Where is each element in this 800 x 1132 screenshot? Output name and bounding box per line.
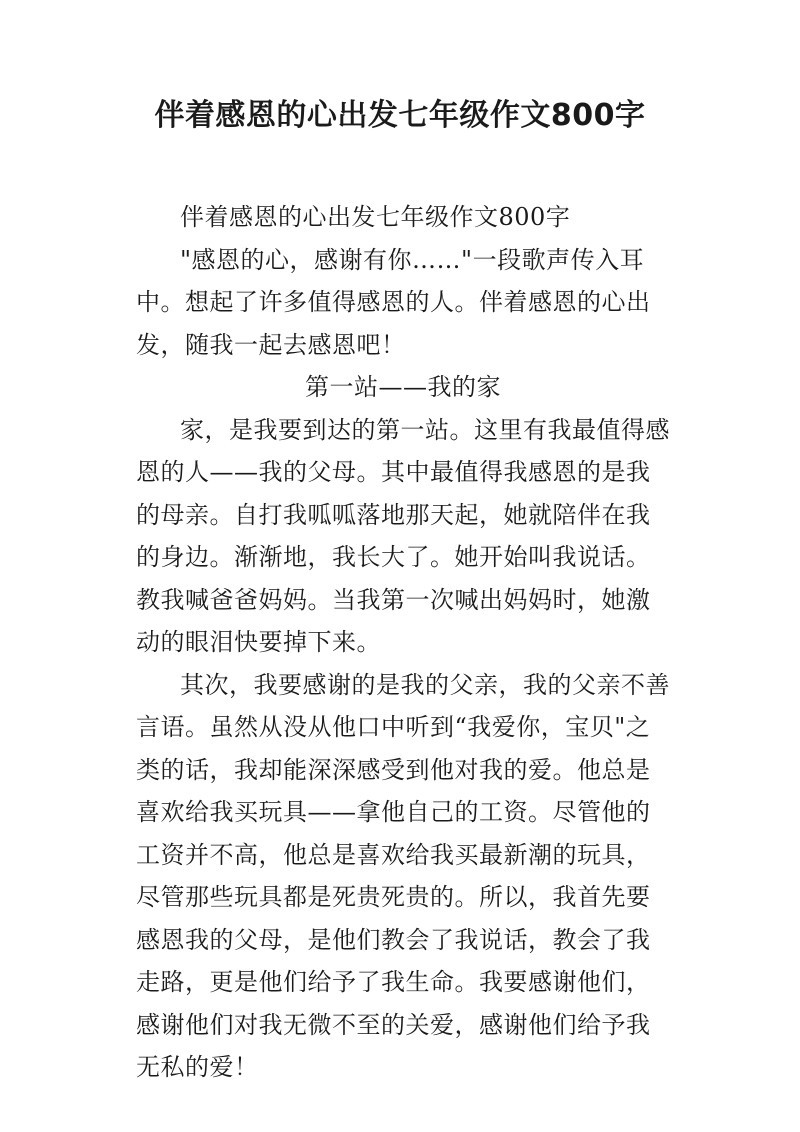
paragraph-subtitle: 伴着感恩的心出发七年级作文800字 xyxy=(180,203,571,231)
document-body xyxy=(136,196,670,1089)
paragraph-intro: "感恩的心，感谢有你……"一段歌声传入耳中。想起了许多值得感恩的人。伴着感恩的心出发，随我一起去感恩吧！ xyxy=(136,245,651,359)
paragraph-mother: 家，是我要到达的第一站。这里有我最值得感恩的人——我的父母。其中最值得我感恩的是我的母亲。自打我呱呱落地那天起，她就陪伴在我的身边。渐渐地，我长大了。她开始叫我说话。教我喊爸爸妈妈。当我第一次喊出妈妈时，她激动的眼泪快要掉下来。 xyxy=(136,415,670,656)
document-title: 伴着感恩的心出发七年级作文800字 xyxy=(154,98,646,133)
section-heading: 第一站——我的家 xyxy=(305,373,501,401)
paragraph-father: 其次，我要感谢的是我的父亲，我的父亲不善言语。虽然从没从他口中听到“我爱你，宝贝"之类的话，我却能深深感受到他对我的爱。他总是喜欢给我买玩具——拿他自己的工资。尽管他的工资并不高，他总是喜欢给我买最新潮的玩具，尽管那些玩具都是死贵死贵的。所以，我首先要感恩我的父母，是他们教会了我说话，教会了我走路，更是他们给予了我生命。我要感谢他们，感谢他们对我无微不至的关爱，感谢他们给予我无私的爱！ xyxy=(136,670,670,1081)
